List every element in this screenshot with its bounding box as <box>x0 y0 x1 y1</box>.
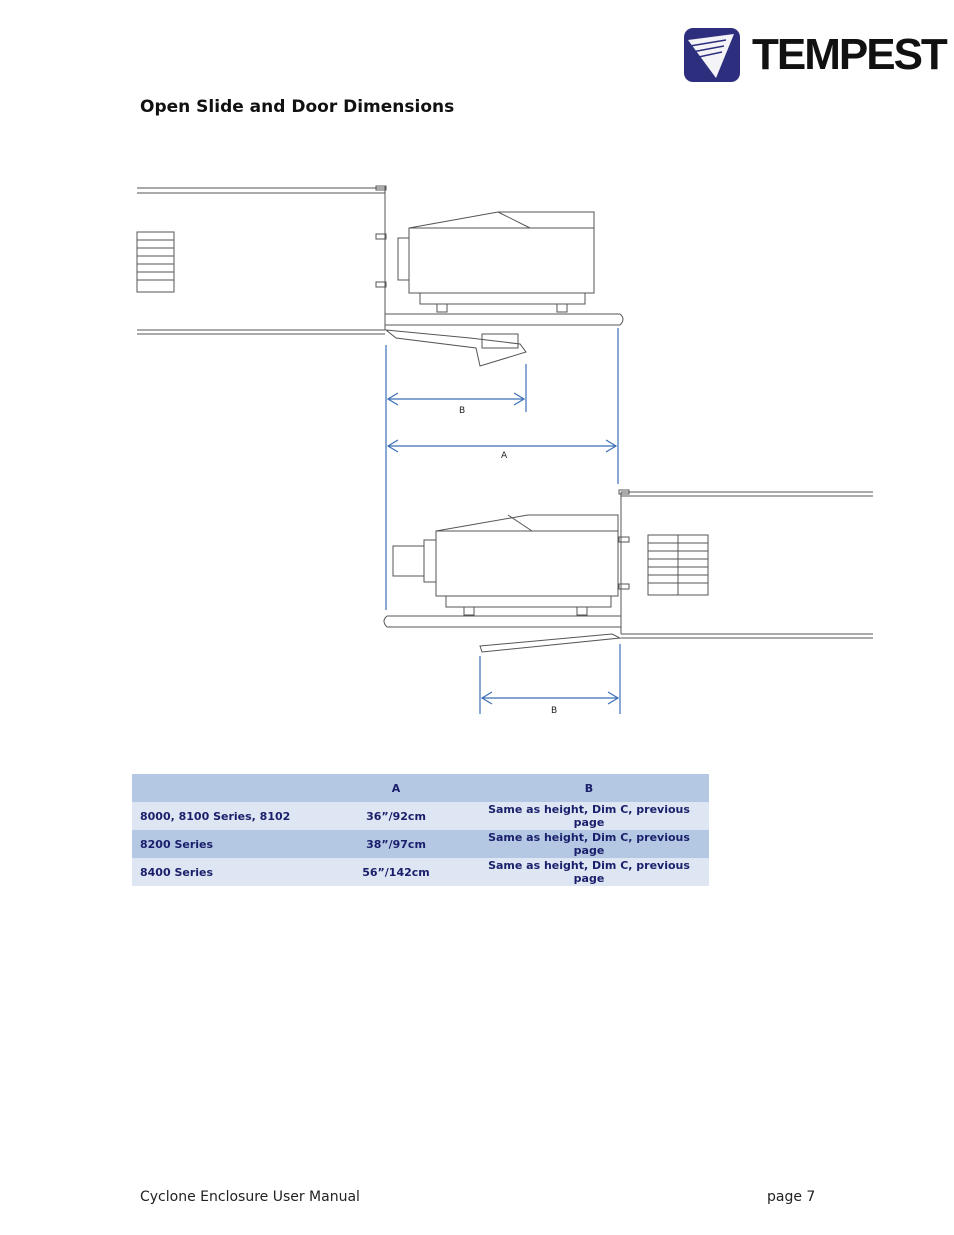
table-cell: Same as height, Dim C, previous page <box>469 802 709 830</box>
table-cell: 36”/92cm <box>323 802 469 830</box>
table-row <box>132 830 709 858</box>
table-cell: 8000, 8100 Series, 8102 <box>132 802 323 830</box>
table-header-cell: A <box>323 774 469 802</box>
table-row <box>132 802 709 830</box>
table-cell: 38”/97cm <box>323 830 469 858</box>
dimension-label-b-top: B <box>459 406 466 416</box>
footer-page-number: page 7 <box>767 1189 816 1205</box>
table-cell: Same as height, Dim C, previous page <box>469 830 709 858</box>
table-cell: 8400 Series <box>132 858 323 886</box>
dimension-label-a: A <box>501 451 508 461</box>
brand-name: TEMPEST <box>752 30 946 79</box>
table-header-cell <box>132 774 323 802</box>
table-cell: 56”/142cm <box>323 858 469 886</box>
table-header-cell: B <box>469 774 709 802</box>
section-title: Open Slide and Door Dimensions <box>140 97 455 117</box>
table-row <box>132 858 709 886</box>
table-cell: 8200 Series <box>132 830 323 858</box>
footer-manual-title: Cyclone Enclosure User Manual <box>140 1189 360 1205</box>
table-cell: Same as height, Dim C, previous page <box>469 858 709 886</box>
dimensions-table <box>132 774 709 886</box>
table-header-row <box>132 774 709 802</box>
dimension-label-b-bottom: B <box>551 706 558 716</box>
